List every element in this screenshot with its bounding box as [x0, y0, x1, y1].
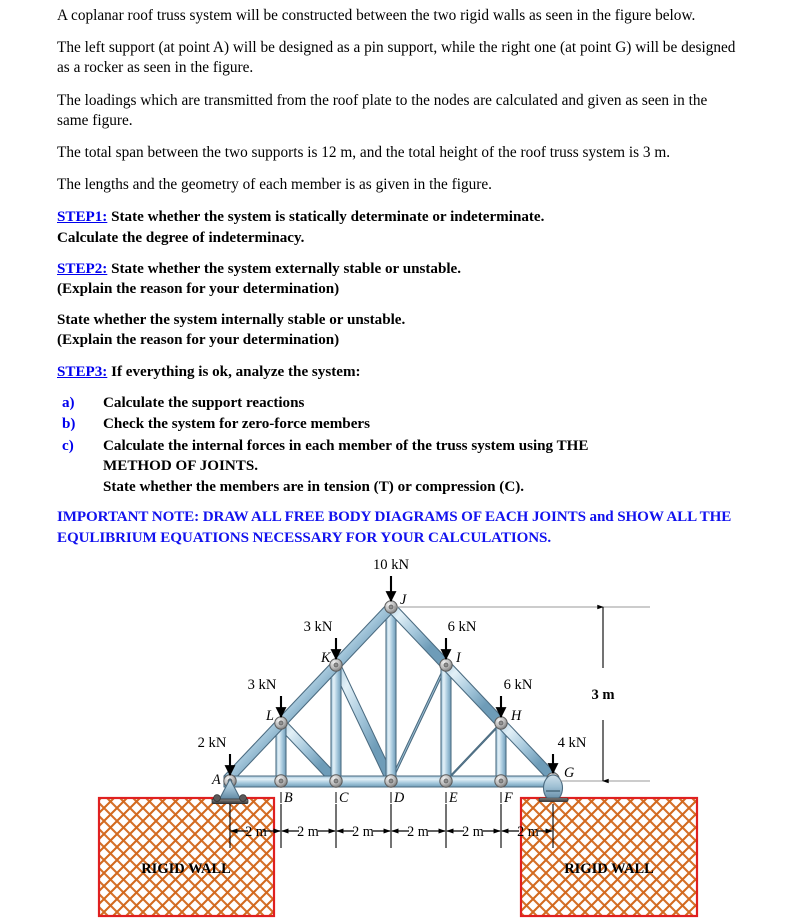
member-I-E	[441, 665, 451, 783]
step3-line1: If everything is ok, analyze the system:	[107, 363, 361, 380]
problem-statement	[57, 6, 739, 548]
truss-diagram-svg	[0, 548, 796, 922]
task-item-c	[57, 436, 739, 498]
step3	[57, 362, 739, 382]
member-I-D	[388, 661, 449, 785]
member-K-C	[331, 665, 341, 783]
node-label-I: I	[456, 650, 461, 666]
dim-extension-lines	[230, 804, 553, 848]
joint-B	[275, 775, 287, 787]
task-text-c-line2: METHOD OF JOINTS.	[103, 458, 259, 475]
horizontal-dimensions	[230, 804, 553, 848]
member-J-D	[386, 607, 396, 783]
load-label-H: 6 kN	[503, 677, 533, 693]
node-label-H: H	[511, 708, 522, 724]
load-label-L: 3 kN	[247, 677, 277, 693]
node-label-L: L	[266, 708, 274, 724]
truss-figure	[0, 548, 796, 922]
member-K-D	[333, 661, 394, 785]
task-text-b: Check the system for zero-force members	[103, 416, 370, 433]
joint-K	[330, 659, 342, 671]
load-label-K: 3 kN	[303, 619, 333, 635]
dim-labels	[245, 824, 539, 840]
member-L-C	[278, 719, 339, 785]
node-label-K: K	[321, 650, 331, 666]
node-label-G: G	[564, 765, 575, 781]
dim-label-3m: 3 m	[591, 687, 615, 703]
important-note-line2: EQULIBRIUM EQUATIONS NECESSARY FOR YOUR CALCULATIONS.	[57, 529, 552, 546]
internal-stability-line1: State whether the system internally stable or unstable.	[57, 312, 406, 329]
joint-L	[275, 717, 287, 729]
task-text-c	[103, 436, 739, 498]
step2-line2: (Explain the reason for your determination)	[57, 280, 340, 297]
task-text-c-line3: State whether the members are in tension (T) or compression (C).	[103, 478, 525, 495]
load-label-I: 6 kN	[447, 619, 477, 635]
paragraph-supports: The left support (at point A) will be designed as a pin support, while the right one (at point G) will be designed as a rocker as seen in the figure.	[57, 39, 736, 77]
node-tick-marks	[281, 792, 501, 803]
right-wall-label: RIGID WALL	[564, 861, 654, 877]
task-marker-a: a)	[62, 394, 75, 411]
truss-members	[224, 602, 558, 787]
step1-line1: State whether the system is statically determinate or indeterminate.	[107, 209, 545, 226]
joint-I	[440, 659, 452, 671]
dim-label-seg-1: 2 m	[245, 824, 267, 840]
node-label-F: F	[504, 790, 513, 806]
joint-C	[330, 775, 342, 787]
task-item-a	[57, 393, 739, 414]
node-label-D: D	[394, 790, 405, 806]
paragraph-geometry: The lengths and the geometry of each member is as given in the figure.	[57, 176, 492, 194]
load-label-G: 4 kN	[557, 735, 587, 751]
important-note-line1: IMPORTANT NOTE: DRAW ALL FREE BODY DIAGRAMS OF EACH JOINTS and SHOW ALL THE	[57, 509, 732, 526]
internal-stability-question	[57, 310, 739, 350]
node-label-E: E	[449, 790, 458, 806]
dim-label-seg-2: 2 m	[297, 824, 319, 840]
task-marker-c: c)	[62, 437, 74, 454]
paragraph-intro: A coplanar roof truss system will be constructed between the two rigid walls as seen in the figure below.	[57, 7, 696, 24]
step1-label: STEP1:	[57, 209, 108, 226]
left-wall-body	[99, 798, 274, 916]
member-H-E	[443, 719, 504, 785]
internal-stability-line2: (Explain the reason for your determination)	[57, 332, 340, 349]
paragraph-span: The total span between the two supports is 12 m, and the total height of the roof truss system is 3 m.	[57, 143, 671, 161]
dim-label-seg-5: 2 m	[462, 824, 484, 840]
node-label-J: J	[400, 592, 407, 608]
task-list	[57, 393, 739, 498]
joint-E	[440, 775, 452, 787]
left-rigid-wall	[99, 798, 274, 916]
dim-label-seg-4: 2 m	[407, 824, 429, 840]
load-label-J: 10 kN	[372, 557, 410, 573]
node-label-A: A	[212, 772, 221, 788]
dim-label-seg-6: 2 m	[517, 824, 539, 840]
step2	[57, 259, 739, 299]
joint-H	[495, 717, 507, 729]
joint-D	[385, 775, 397, 787]
step1-line2: Calculate the degree of indeterminacy.	[57, 229, 305, 246]
right-rigid-wall	[521, 798, 697, 916]
step3-label: STEP3:	[57, 363, 108, 380]
joint-F	[495, 775, 507, 787]
step2-line1: State whether the system externally stable or unstable.	[107, 260, 462, 277]
important-note	[57, 507, 739, 547]
task-text-a: Calculate the support reactions	[103, 394, 305, 411]
load-label-A: 2 kN	[197, 735, 227, 751]
right-wall-body	[521, 798, 697, 916]
task-marker-b: b)	[62, 416, 76, 433]
dim-label-seg-3: 2 m	[352, 824, 374, 840]
paragraph-loadings: The loadings which are transmitted from the roof plate to the nodes are calculated and given as seen in the same figure.	[57, 91, 708, 129]
task-item-b	[57, 414, 739, 435]
step2-label: STEP2:	[57, 260, 108, 277]
left-wall-label: RIGID WALL	[141, 861, 231, 877]
task-text-c-line1: Calculate the internal forces in each member of the truss system using THE	[103, 437, 589, 454]
node-label-C: C	[339, 790, 349, 806]
node-label-B: B	[284, 790, 293, 806]
step1	[57, 207, 739, 247]
